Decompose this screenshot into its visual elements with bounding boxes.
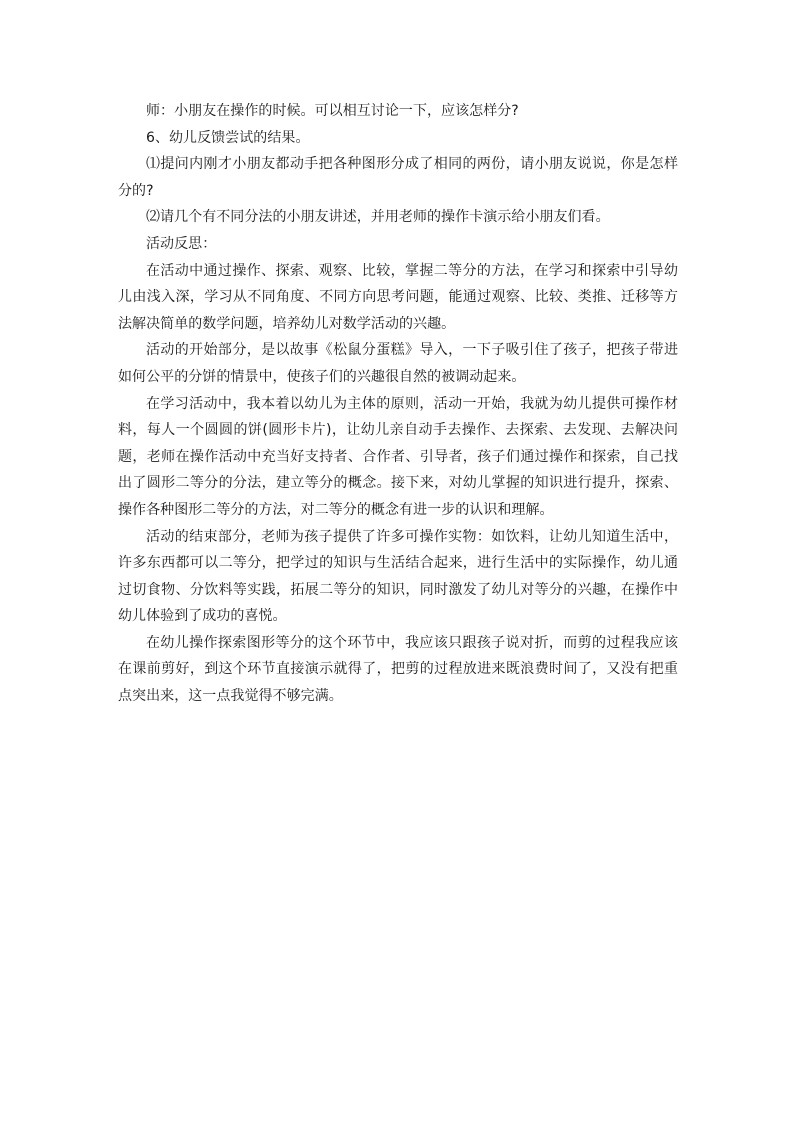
step-heading: 6、幼儿反馈尝试的结果。 (146, 129, 310, 146)
step-item-1: ⑴提问内刚才小朋友都动手把各种图形分成了相同的两份，请小朋友说说，你是怎样分的? (118, 156, 678, 199)
reflection-heading: 活动反思： (146, 235, 217, 252)
reflection-paragraph: 在活动中通过操作、探索、观察、比较，掌握二等分的方法，在学习和探索中引导幼儿由浅入深，学习从不同角度、不同方向思考问题，能通过观察、比较、类推、迁移等方法解决简单的数学问题，培养幼儿对数学活动的兴趣。 (118, 262, 678, 332)
reflection-paragraph: 活动的开始部分，是以故事《松鼠分蛋糕》导入，一下子吸引住了孩子，把孩子带进如何公平的分饼的情景中，使孩子们的兴趣很自然的被调动起来。 (118, 342, 678, 385)
step-item-2: ⑵请几个有不同分法的小朋友讲述，并用老师的操作卡演示给小朋友们看。 (146, 209, 610, 226)
document-body (118, 98, 678, 710)
reflection-paragraph: 在学习活动中，我本着以幼儿为主体的原则，活动一开始，我就为幼儿提供可操作材料，每人一个圆圆的饼(圆形卡片)，让幼儿亲自动手去操作、去探索、去发现、去解决问题，老师在操作活动中充当好支持者、合作者、引导者，孩子们通过操作和探索，自己找出了圆形二等分的分法，建立等分的概念。接下来，对幼儿掌握的知识进行提升，探索、操作各种图形二等分的方法，对二等分的概念有进一步的认识和理解。 (118, 395, 678, 518)
reflection-paragraph: 在幼儿操作探索图形等分的这个环节中，我应该只跟孩子说对折，而剪的过程我应该在课前剪好，到这个环节直接演示就得了，把剪的过程放进来既浪费时间了，又没有把重点突出来，这一点我觉得不够完满。 (118, 634, 678, 705)
reflection-paragraph: 活动的结束部分，老师为孩子提供了许多可操作实物：如饮料，让幼儿知道生活中，许多东西都可以二等分，把学过的知识与生活结合起来，进行生活中的实际操作，幼儿通过切食物、分饮料等实践，拓展二等分的知识，同时激发了幼儿对等分的兴趣，在操作中幼儿体验到了成功的喜悦。 (118, 528, 678, 625)
dialogue-teacher-prompt: 师：小朋友在操作的时候。可以相互讨论一下，应该怎样分? (146, 103, 519, 119)
